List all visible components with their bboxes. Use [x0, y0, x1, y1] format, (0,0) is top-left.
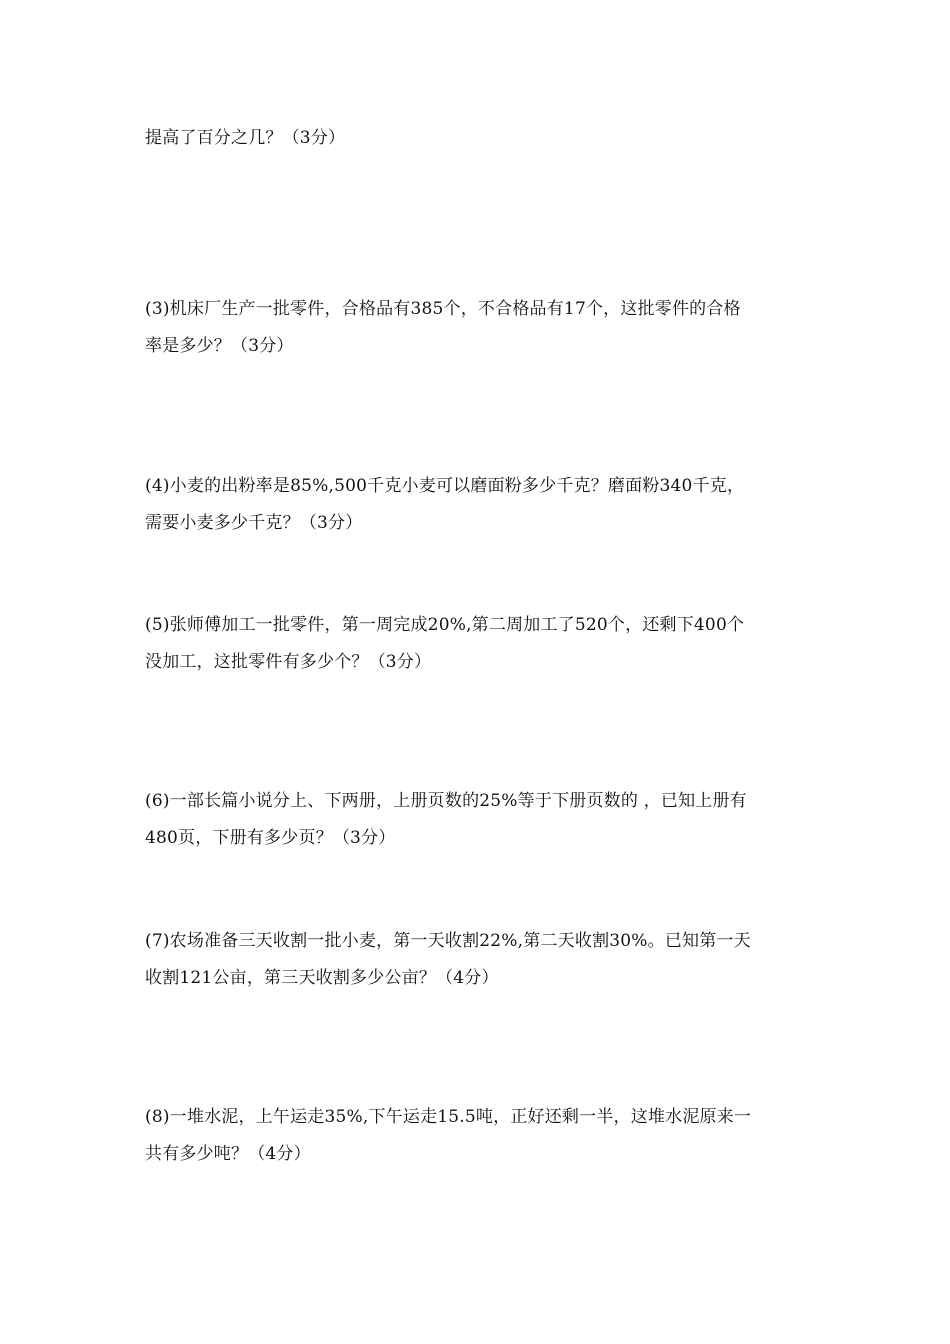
problem-text-line: (4)小麦的出粉率是85%,500千克小麦可以磨面粉多少千克？磨面粉340千克，	[145, 476, 745, 496]
problem-text-line: 没加工，这批零件有多少个？（3分）	[145, 652, 432, 672]
problem-text-line: (3)机床厂生产一批零件，合格品有385个，不合格品有17个，这批零件的合格	[145, 299, 741, 319]
problem-text-line: 480页，下册有多少页？（3分）	[145, 828, 396, 848]
problem-text-line: (6)一部长篇小说分上、下两册，上册页数的25%等于下册页数的 ，已知上册有	[145, 791, 747, 811]
problem-text-line: (8)一堆水泥，上午运走35%,下午运走15.5吨，正好还剩一半，这堆水泥原来一	[145, 1107, 752, 1127]
problem-text-line: 收割121公亩，第三天收割多少公亩？（4分）	[145, 968, 499, 988]
problem-text-line: 率是多少？（3分）	[145, 336, 294, 356]
problem-text-line: (5)张师傅加工一批零件，第一周完成20%,第二周加工了520个，还剩下400个	[145, 615, 745, 635]
problem-text-line: 需要小麦多少千克？（3分）	[145, 513, 363, 533]
problem-text-line: (7)农场准备三天收割一批小麦，第一天收割22%,第二天收割30%。已知第一天	[145, 931, 751, 951]
problem-text-line: 提高了百分之几？（3分）	[145, 128, 346, 148]
problem-text-line: 共有多少吨？（4分）	[145, 1144, 311, 1164]
